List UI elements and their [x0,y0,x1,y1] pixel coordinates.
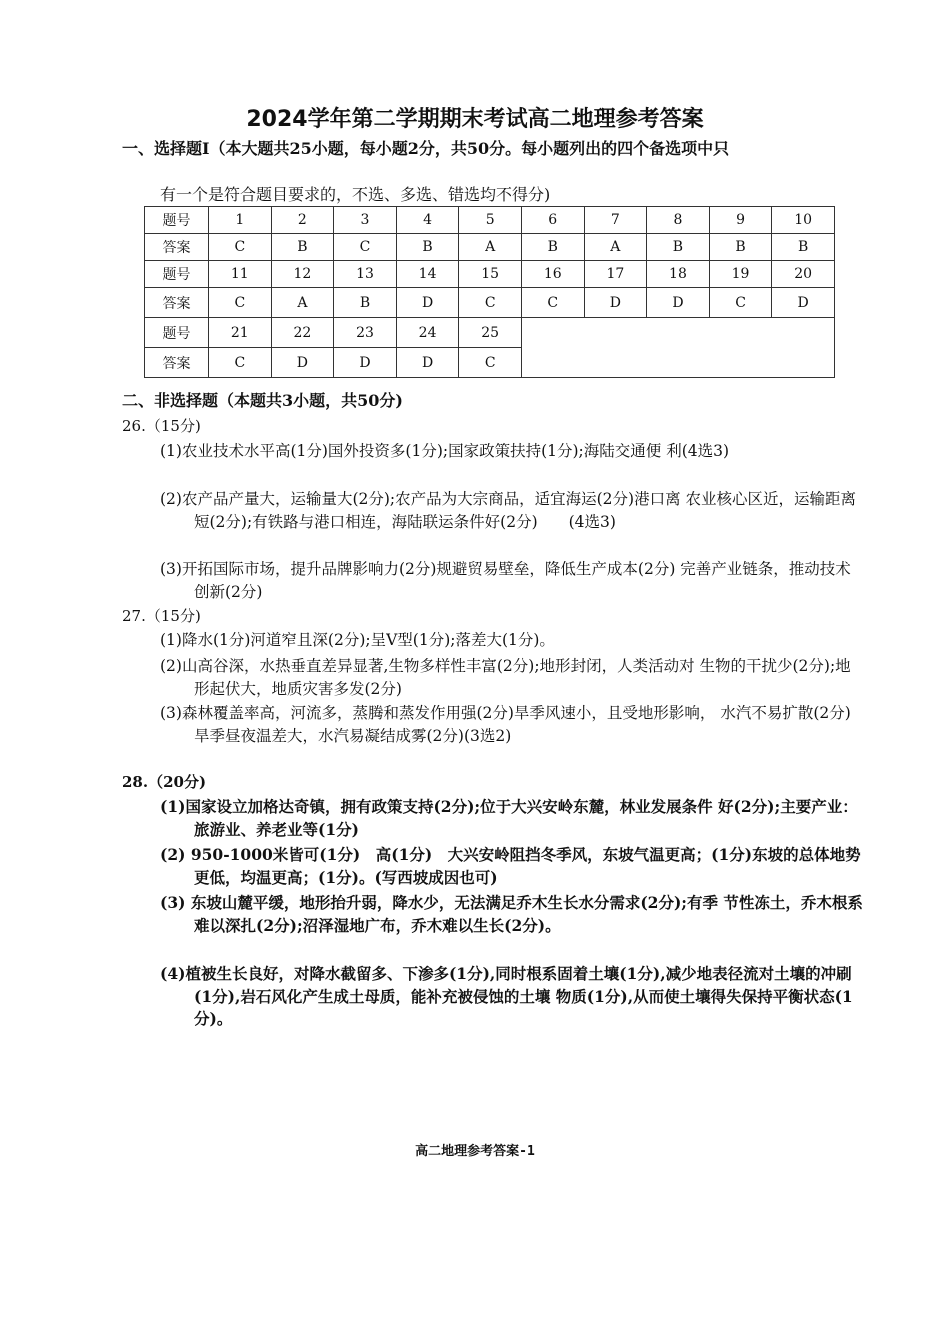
answer-cell: D [396,348,459,378]
row-label-answer: 答案 [145,234,209,261]
q26-answer-2: (2)农产品产量大，运输量大(2分);农产品为大宗商品，适宜海运(2分)港口离 农业核心区近，运输距离短(2分);有铁路与港口相连，海陆联运条件好(2分) (4选3) [160,490,857,531]
q28-answer-4: (4)植被生长良好，对降水截留多、下渗多(1分),同时根系固着土壤(1分),减少地表径流对土壤的冲刷(1分),岩石风化产生成土母质，能补充被侵蚀的土壤 物质(1分),从而使土壤得失保持平衡状态(1分)。 [160,964,853,1028]
question-number: 17 [584,261,647,288]
question-number: 24 [396,318,459,348]
answer-cell: B [521,234,584,261]
answer-cell: C [209,348,272,378]
section1-instructions: 有一个是符合题目要求的，不选、多选、错选均不得分) [160,185,551,204]
question-number: 21 [209,318,272,348]
row-label-answer: 答案 [145,288,209,318]
question-number: 5 [459,207,522,234]
answer-cell: B [709,234,772,261]
answer-cell: C [209,234,272,261]
question-number: 23 [334,318,397,348]
q27-answer-3: (3)森林覆盖率高，河流多，蒸腾和蒸发作用强(2分)旱季风速小，且受地形影响， 水汽不易扩散(2分)旱季昼夜温差大，水汽易凝结成雾(2分)(3选2) [160,704,851,745]
row-label-question: 题号 [145,318,209,348]
question-number: 6 [521,207,584,234]
question-number: 16 [521,261,584,288]
question-number: 4 [396,207,459,234]
question-number: 25 [459,318,522,348]
answer-cell: C [334,234,397,261]
question-number: 14 [396,261,459,288]
answer-cell: A [584,234,647,261]
table-row-question-3 [145,318,835,348]
table-row-question-2 [145,261,835,288]
question-number: 13 [334,261,397,288]
answer-cell: B [396,234,459,261]
question-number: 7 [584,207,647,234]
answer-cell: D [772,288,835,318]
question-number: 18 [647,261,710,288]
question-number: 12 [271,261,334,288]
question-number: 22 [271,318,334,348]
page-title: 2024学年第二学期期末考试高二地理参考答案 [246,107,704,132]
q27-answer-2: (2)山高谷深，水热垂直差异显著,生物多样性丰富(2分);地形封闭，人类活动对 生物的干扰少(2分);地形起伏大，地质灾害多发(2分) [160,657,851,698]
table-row-answer-1 [145,234,835,261]
question-number: 8 [647,207,710,234]
answer-cell: C [459,288,522,318]
answer-cell: A [271,288,334,318]
question-number: 9 [709,207,772,234]
question-26-number: 26.（15分) [122,417,201,435]
question-28-number: 28.（20分) [122,773,207,791]
question-number: 2 [271,207,334,234]
answer-cell: D [396,288,459,318]
answer-cell: C [521,288,584,318]
question-number: 1 [209,207,272,234]
answer-cell: D [271,348,334,378]
answer-cell: B [647,234,710,261]
row-label-question: 题号 [145,261,209,288]
question-number: 20 [772,261,835,288]
row-label-answer: 答案 [145,348,209,378]
page-footer: 高二地理参考答案-1 [415,1144,535,1159]
q26-answer-3: (3)开拓国际市场，提升品牌影响力(2分)规避贸易壁垒，降低生产成本(2分) 完善产业链条，推动技术创新(2分) [160,560,851,601]
answer-cell: D [334,348,397,378]
q28-answer-3: (3) 东坡山麓平缓，地形抬升弱，降水少，无法满足乔木生长水分需求(2分);有季 节性冻土，乔木根系难以深扎(2分);沼泽湿地广布，乔木难以生长(2分)。 [160,893,863,935]
answer-cell: D [584,288,647,318]
question-number: 10 [772,207,835,234]
answer-cell: C [459,348,522,378]
section2-heading: 二、非选择题（本题共3小题，共50分) [122,391,403,410]
question-27-number: 27.（15分) [122,607,201,625]
section1-heading: 一、选择题Ⅰ（本大题共25小题，每小题2分，共50分。每小题列出的四个备选项中只 [122,139,730,158]
q28-answer-2: (2) 950-1000米皆可(1分) 高(1分) 大兴安岭阻挡冬季风，东坡气温更高；(1分)东坡的总体地势更低，均温更高；(1分)。(写西坡成因也可) [160,845,861,887]
question-number: 19 [709,261,772,288]
empty-merged-cell [521,318,834,378]
table-row-question-1 [145,207,835,234]
answer-cell: B [772,234,835,261]
q28-answer-1: (1)国家设立加格达奇镇，拥有政策支持(2分);位于大兴安岭东麓，林业发展条件 好(2分);主要产业：旅游业、养老业等(1分) [160,797,858,839]
row-label-question: 题号 [145,207,209,234]
q27-answer-1: (1)降水(1分)河道窄且深(2分);呈V型(1分);落差大(1分)。 [160,631,555,649]
question-number: 11 [209,261,272,288]
question-number: 3 [334,207,397,234]
question-number: 15 [459,261,522,288]
q26-answer-1: (1)农业技术水平高(1分)国外投资多(1分);国家政策扶持(1分);海陆交通便 利(4选3) [160,442,730,460]
answer-cell: A [459,234,522,261]
table-row-answer-2 [145,288,835,318]
answer-cell: C [209,288,272,318]
answer-table [144,206,835,378]
answer-cell: D [647,288,710,318]
answer-cell: C [709,288,772,318]
answer-cell: B [271,234,334,261]
answer-cell: B [334,288,397,318]
